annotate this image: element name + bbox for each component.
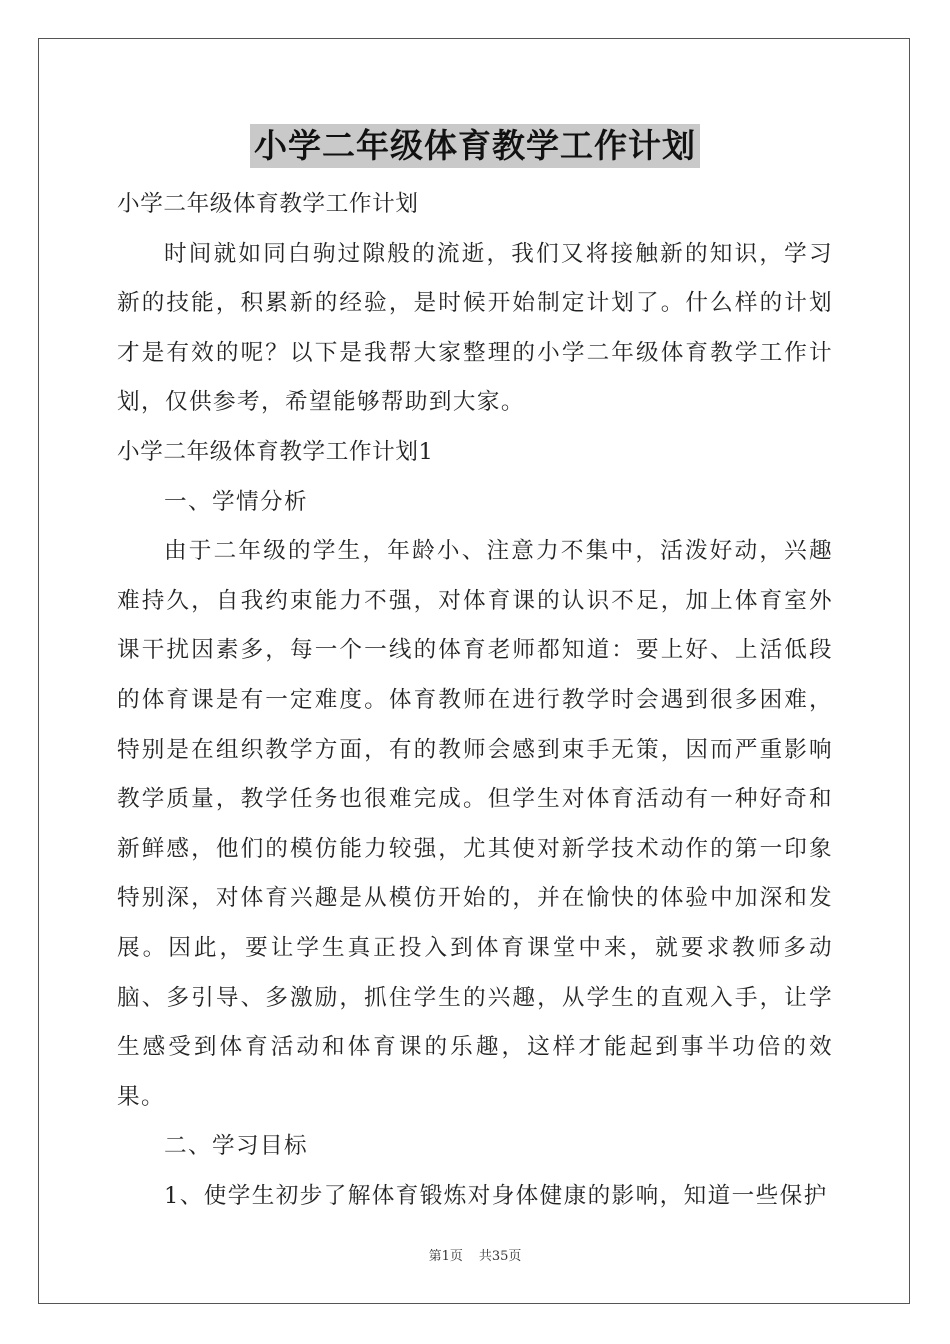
heading-student-analysis: 一、学情分析 — [164, 488, 308, 515]
page-total: 共35页 — [478, 1249, 522, 1264]
document-title: 小学二年级体育教学工作计划 — [250, 124, 700, 168]
document-body — [117, 180, 833, 1221]
intro-paragraph: 时间就如同白驹过隙般的流逝，我们又将接触新的知识，学习新的技能，积累新的经验，是时候开始制定计划了。什么样的计划才是有效的呢？以下是我帮大家整理的小学二年级体育教学工作计划，仅供参考，希望能够帮助到大家。 — [117, 240, 833, 416]
section-title-plan-1: 小学二年级体育教学工作计划1 — [117, 438, 434, 465]
heading-learning-goals: 二、学习目标 — [164, 1133, 308, 1160]
subtitle-line: 小学二年级体育教学工作计划 — [117, 191, 419, 217]
analysis-paragraph: 由于二年级的学生，年龄小、注意力不集中，活泼好动，兴趣难持久，自我约束能力不强，对体育课的认识不足，加上体育室外课干扰因素多，每一个一线的体育老师都知道：要上好、上活低段的体育课是有一定难度。体育教师在进行教学时会遇到很多困难，特别是在组织教学方面，有的教师会感到束手无策，因而严重影响教学质量，教学任务也很难完成。但学生对体育活动有一种好奇和新鲜感，他们的模仿能力较强，尤其使对新学技术动作的第一印象特别深，对体育兴趣是从模仿开始的，并在愉快的体验中加深和发展。因此，要让学生真正投入到体育课堂中来，就要求教师多动脑、多引导、多激励，抓住学生的兴趣，从学生的直观入手，让学生感受到体育活动和体育课的乐趣，这样才能起到事半功倍的效果。 — [117, 538, 833, 1110]
title-container — [0, 124, 950, 168]
page-footer — [0, 1245, 950, 1264]
page-number: 第1页 — [428, 1249, 463, 1264]
goal-item-1: 1、使学生初步了解体育锻炼对身体健康的影响，知道一些保护 — [164, 1182, 828, 1209]
